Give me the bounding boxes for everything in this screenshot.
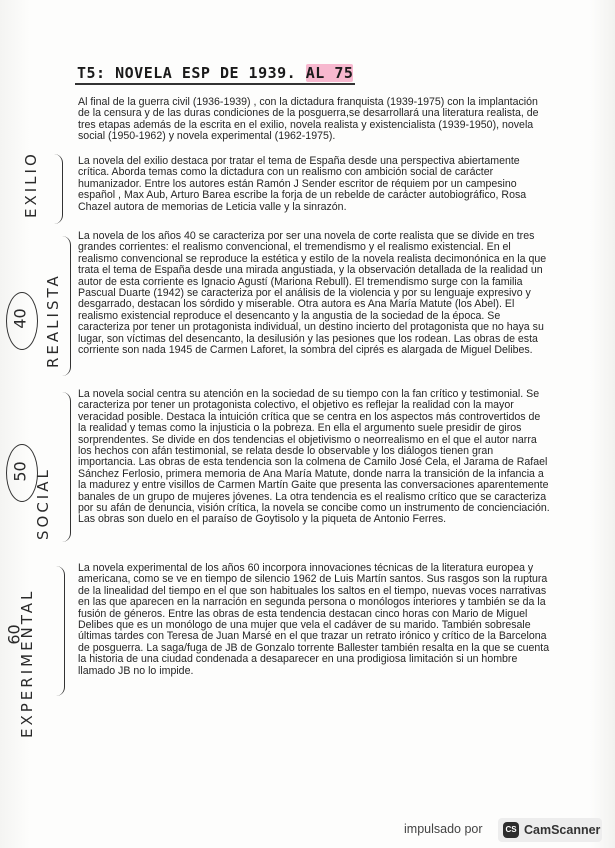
bracket-social bbox=[62, 392, 71, 542]
paragraph-realista: La novela de los años 40 se caracteriza por ser una novela de corte realista que se divide en tres grandes corrientes: el realismo convencional, el tremendismo y el realismo existencial. En el realismo convencional se reproduce la estética y estilo de la novela realista decimonónica en la que trata el tema de España desde una mirada angustiada, y la observación detallada de la realidad un autor de esta corriente es Ignacio Agustí (Mariona Rebull). El tremendismo surge con la familia Pascual Duarte (1942) se caracteriza por el análisis de la violencia y por su lenguaje expresivo y desgarrado, destacan los sórdido y miserable. Otra autora es Ana María Matute (los Abel). El realismo existencial reproduce el desencanto y la angustia de la sociedad de la época. Se caracteriza por tener un protagonista individual, un destino incierto del protagonista que no haya su lugar, son víctimas del desencanto, la desilusión y las pesiones que los rodean. Las obras de esta corriente son nada 1945 de Carmen Laforet, la sombra del ciprés es alargada de Miguel Delibes. bbox=[78, 230, 547, 357]
title-prefix: T5: NOVELA ESP bbox=[77, 64, 211, 82]
bracket-experimental bbox=[56, 566, 65, 696]
margin-note-social: SOCIAL bbox=[34, 467, 52, 540]
margin-note-experimental: EXPERIMENTAL bbox=[18, 588, 36, 738]
paragraph-social: La novela social centra su atención en la sociedad de su tiempo con la fan crítico y testimonial. Se caracteriza por tener un protagonista colectivo, el objetivo es reflejar la realidad con la mayor veracidad posible. Destaca la intuición crítica que se centra en los aspectos más controvertidos de la realidad y temas como la injusticia o la pobreza. En ella el argumento suele presidir de giros sorprendentes. Se divide en dos tendencias el objetivismo o neorrealismo en el que el autor narra los hechos con afán testimonial, se relata desde lo observable y los diálogos tienen gran importancia. Las obras de esta tendencia son la colmena de Camilo José Cela, el Jarama de Rafael Sánchez Ferlosio, primera memoria de Ana María Matute, donde narra la transición de la infancia a la madurez y entre visillos de Carmen Martín Gaite que presenta las conversaciones aparentemente banales de un grupo de mujeres jóvenes. La otra tendencia es el realismo crítico que se caracteriza por su afán de denuncia, visión crítica, la novela se concibe como un instrumento de concienciación. Las obras son duelo en el paraíso de Goytisolo y la piqueta de Antonio Ferres. bbox=[78, 388, 550, 526]
paragraph-intro: Al final de la guerra civil (1936-1939) , con la dictadura franquista (1939-1975) con la implantación de la censura y de las duras condiciones de la posguerra,se desarrollará una literatura realista, de tres etapas además de la escrita en el exilio, novela realista y existencialista (1939-1950), novela social (1950-1962) y novela experimental (1962-1975). bbox=[78, 96, 539, 143]
bracket-exilio bbox=[54, 154, 63, 224]
camscanner-badge-icon: CS bbox=[503, 822, 519, 838]
margin-note-exilio: EXILIO bbox=[22, 151, 40, 218]
bracket-realista bbox=[62, 236, 71, 376]
paragraph-experimental: La novela experimental de los años 60 incorpora innovaciones técnicas de la literatura europea y americana, como se ve en tiempo de silencio 1962 de Luis Martín santos. Sus rasgos son la ruptura de la linealidad del tiempo en el que son habituales los saltos en el tiempo, nuevas voces narrativas en las que aparecen en la narración en segunda persona o monólogos interiores y también se da la fusión de géneros. Entre las obras de esta tendencia destacan cinco horas con Mario de Miguel Delibes que es un monólogo de una mujer que vela el cadáver de su marido. También sobresale últimas tardes con Teresa de Juan Marsé en el que trazar un retrato irónico y crítico de la Barcelona de posguerra. La saga/fuga de JB de Gonzalo torrente Ballester también resalta en la que se cuenta la historia de una ciudad condenada a desaparecer en una prodigiosa limitación si un hombre llamado JB no lo impide. bbox=[78, 562, 550, 677]
margin-note-50: 50 bbox=[10, 461, 30, 482]
camscanner-brand: CamScanner bbox=[524, 823, 601, 837]
page-title bbox=[75, 64, 355, 85]
margin-note-40: 40 bbox=[10, 308, 30, 329]
paragraph-exilio: La novela del exilio destaca por tratar el tema de España desde una perspectiva abiertamente crítica. Aborda temas como la dictadura con un realismo con ambición social de carácter humanizador. Entre los autores están Ramón J Sender escritor de réquiem por un campesino español , Max Aub, Arturo Barea escribe la forja de un rebelde de carácter autobiográfico, Rosa Chazel autora de memorias de Leticia valle y la sinrazón. bbox=[78, 155, 527, 213]
title-mid: DE 1939. bbox=[210, 64, 297, 82]
margin-note-realista: REALISTA bbox=[44, 273, 62, 368]
margin-note-60: 60 bbox=[4, 624, 24, 645]
footer-powered-by: impulsado por bbox=[404, 822, 483, 836]
title-suffix: AL 75 bbox=[305, 64, 354, 82]
